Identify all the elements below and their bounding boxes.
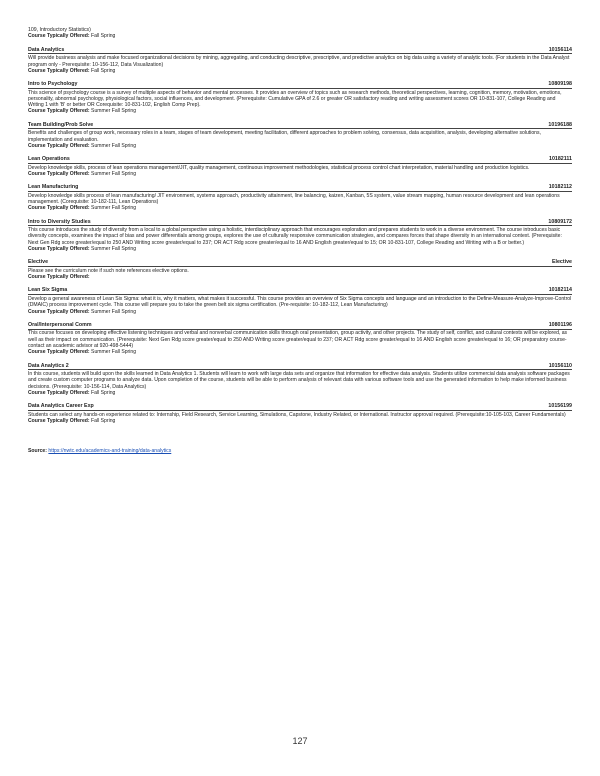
course-offered [28,349,572,355]
continued-text: 109, Introductory Statistics) [28,27,91,33]
course-description: In this course, students will build upon the skills learned in Data Analytics 1. Students will learn to work with large data sets and organize that information for effective data analysis. Students utilize commercial data analysis software packages and create custom computer programs to analyze data. Upon completion of the course, students will be able to perform analysis of relevant data with various software tools and use the generated information to help make informed business decisions. (Prerequisite: 10-156-114, Data Analytics) [28,371,570,390]
course-entry [28,259,572,280]
offered-label: Course Typically Offered: [28,389,90,396]
offered-label: Course Typically Offered: [28,142,90,149]
course-description: Please see the curriculum note if such note references elective options. [28,267,189,274]
course-offered [28,68,572,74]
offered-label: Course Typically Offered: [28,308,90,315]
course-description: This course focuses on developing effective listening techniques and verbal and nonverbal communication skills through oral presentation, group activity, and other projects. The study of self, conflict, and cultural contexts will be explored, as well as their impact on communication. (Prerequisite: Next Gen Rdg score greater/equal to 250 AND Writing score greater/equal to 237; OR ACT Rdg score greater/equal to 16 AND English score greater/equal to 16; OR preparatory course-contact an academic advisor at 920-498-5444) [28,330,568,349]
offered-label: Course Typically Offered: [28,349,90,356]
course-code: 10156199 [548,403,572,410]
course-title: Lean Operations [28,156,70,163]
offered-value: Fall Spring [89,418,116,424]
course-code: 10801196 [548,321,572,328]
course-entry [28,156,572,177]
course-description: Develop a general awareness of Lean Six Sigma: what it is, why it matters, what makes it successful. This course provides an overview of Six Sigma concepts and language and an introduction to the Define-Measure-Analyze-Improve-Control (DMAIC) process improvement cycle. This course will prepare you to take the green belt six sigma certification. (Pre-requisite: 10-182-112, Lean Manufacturing) [28,295,572,309]
course-offered [28,171,572,177]
course-title: Elective [28,259,49,266]
offered-label: Course Typically Offered: [28,170,90,177]
course-offered [28,274,572,280]
course-offered [28,309,572,315]
course-offered [28,418,572,424]
course-header [28,219,572,227]
course-offered [28,33,572,39]
offered-label: Course Typically Offered: [28,205,90,212]
offered-value: Summer Fall Spring [89,246,137,253]
offered-label: Course Typically Offered: [28,418,90,424]
course-code: 10182114 [548,287,572,294]
offered-value: Fall Spring [89,33,116,40]
course-entry [28,184,572,211]
course-header [28,184,572,192]
course-entry [28,322,572,356]
catalog-page [28,27,572,455]
course-header [28,322,572,330]
course-code: 10182111 [549,156,572,163]
course-offered [28,108,572,114]
course-header [28,156,572,164]
course-offered [28,246,572,252]
offered-value: Summer Fall Spring [89,142,137,149]
source-label: Source: [28,448,47,455]
offered-value: Fall Spring [89,389,116,396]
course-header [28,259,572,267]
course-description: Students can select any hands-on experience related to: Internship, Field Research, Service Learning, Simulations, Capstone, Industry Related, or International. Instructor approval required. (Prerequisite:10-105-103, Career Fundamentals) [28,411,566,418]
course-description: Benefits and challenges of group work, necessary roles in a team, stages of team development, meeting facilitation, different approaches to problem solving, consensus, data acquisition, analysis, developing alternative solutions, implementation and evaluation. [28,130,541,143]
course-entry [28,47,572,74]
course-offered [28,205,572,211]
course-title: Data Analytics Career Exp [28,403,94,410]
course-code: 10182112 [548,184,572,191]
page-number: 127 [292,736,308,746]
course-code: 10156110 [548,362,572,369]
source-link[interactable]: https://nwtc.edu/academics-and-training/data-analytics [48,448,172,455]
course-entry [28,122,572,149]
course-title: Lean Six Sigma [28,287,68,294]
source-line [28,448,572,454]
course-title: Oral/Interpersonal Comm [28,321,92,328]
course-header [28,363,572,371]
course-description: Will provide business analysis and make focused organizational decisions by mining, aggregating, and conducting descriptive, prescriptive, and predictive analytics on big data using a variety of analytic tools. (For students in the Data Analyst program only - Prerequisite: 10-156-112, Data Visualization) [28,55,570,68]
continued-description [28,27,572,40]
course-entry [28,363,572,397]
course-header [28,81,572,89]
course-list [28,47,572,425]
course-title: Team Building/Prob Solve [28,121,94,128]
course-description: Develop knowledge skills, process of lean operations management/JIT, quality management, continuous improvement methodologies, statistical process control chart interpretation, material handling and production logistics. [28,164,530,171]
course-description: This course introduces the study of diversity from a local to a global perspective using a holistic, interdisciplinary approach that encourages exploration and prepares students to work in a diverse environment. The course introduces basic diversity concepts, examines the impact of bias and power differentials among groups, explores the use of culturally responsive communication strategies, and compares forces that shape diversity in an international context. (Prerequisite: Next Gen Rdg score greater/equal to 250 AND Writing score greater/equal to 237; OR ACT Rdg score greater/equal to 16 AND English greater/equal to 15; OR 10-831-107, College Reading and Writing with a B or better.) [28,227,562,246]
course-entry [28,81,572,115]
course-code: 10809198 [548,81,572,88]
offered-value: Summer Fall Spring [89,108,137,115]
course-code: 10809172 [548,218,572,225]
course-offered [28,390,572,396]
course-title: Data Analytics 2 [28,362,69,369]
offered-value: Fall Spring [89,67,116,74]
course-code: Elective [551,259,572,266]
course-code: 10156114 [548,46,572,53]
course-header [28,287,572,295]
offered-label: Course Typically Offered: [28,246,90,253]
offered-value: Summer Fall Spring [89,349,137,356]
offered-value: Summer Fall Spring [89,170,137,177]
course-description: Develop knowledge skills process of lean manufacturing/ JIT environment, systems approach, productivity attainment, line balancing, kaizen, Kanban, 5S system, value stream mapping, human resource development and lean operations management. (Corequisite: 10-182-111, Lean Operations) [28,192,560,206]
course-entry [28,287,572,314]
course-title: Intro to Psychology [28,81,78,88]
offered-value: Summer Fall Spring [89,308,137,315]
course-title: Lean Manufacturing [28,184,79,191]
offered-label: Course Typically Offered: [28,274,90,281]
offered-label: Course Typically Offered: [28,108,90,115]
course-header [28,47,572,55]
course-title: Data Analytics [28,46,65,53]
course-header [28,122,572,130]
offered-label: Course Typically Offered: [28,67,90,74]
course-description: This science of psychology course is a survey of multiple aspects of behavior and mental processes. It provides an overview of topics such as research methods, theoretical perspectives, learning, cognition, memory, motivation, emotions, personality, abnormal psychology, physiological factors, social influences, and development. (Prerequisite: Cumulative GPA of 2.6 or greater OR satisfactory reading and writing assessment scores OR 10-831-107, College Reading and Writing 1 with 'B' or better OR Corequisite: 10-831-102, English Comp Prep). [28,89,562,109]
course-entry [28,219,572,253]
course-header [28,403,572,411]
course-offered [28,143,572,149]
course-entry [28,403,572,424]
course-code: 10196188 [548,121,572,128]
offered-label: Course Typically Offered: [28,33,90,40]
offered-value: Summer Fall Spring [89,205,137,212]
course-title: Intro to Diversity Studies [28,218,91,225]
